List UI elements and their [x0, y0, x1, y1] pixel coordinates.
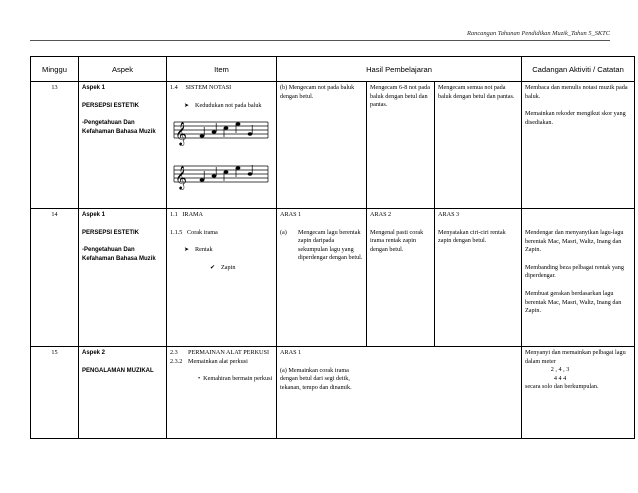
cadangan-text: secara solo dan berkumpulan.: [525, 383, 599, 391]
item-check: Zapin: [221, 263, 236, 271]
meter-bottom: 4 4 4: [553, 374, 567, 382]
svg-text:𝄞: 𝄞: [175, 121, 187, 146]
cadangan-cell: [522, 209, 635, 347]
aras-text: Mengenal pasti corak irama rentak zapin dengan betul.: [370, 228, 424, 253]
cadangan-text: Memainkan rekoder mengikut skor yang disediakan.: [525, 110, 626, 126]
hasil-aras-2: [367, 209, 435, 347]
header-item: Item: [167, 57, 277, 82]
cadangan-text: Membuat gerakan berdasarkan lagu berentak Mac, Masri, Waltz, Inang dan Zapin.: [525, 289, 622, 315]
meter-top: 2 , 4 , 3: [550, 366, 570, 374]
cadangan-cell: [522, 347, 635, 439]
aras-text: Menyatakan ciri-ciri rentak zapin dengan betul.: [438, 228, 506, 245]
hasil-aras-3: Mengecam semua not pada baluk dengan betul dan pantas.: [435, 82, 522, 209]
cadangan-text: Menyanyi dan memainkan pelbagai lagu dalam meter: [525, 349, 626, 365]
aspek-title: PERSEPSI ESTETIK: [82, 229, 140, 236]
aspek-label: Aspek 2: [82, 350, 106, 356]
svg-text:𝄞: 𝄞: [175, 165, 187, 190]
aspek-label: Aspek 1: [82, 212, 106, 218]
hasil-aras-1: (b) Mengecam not pada baluk dengan betul.: [277, 82, 367, 209]
item-bullet: Kedudukan not pada baluk: [195, 101, 262, 109]
item-sub-title: Corak irama: [187, 228, 218, 236]
document-header: Rancangan Tahunan Pendidikan Muzik_Tahun 5_SKTC: [467, 30, 610, 37]
aras-label: ARAS 3: [438, 211, 460, 218]
aspek-cell: [79, 347, 167, 439]
header-aspek: Aspek: [79, 57, 167, 82]
header-rule: [30, 40, 610, 41]
item-number: 1.4: [170, 84, 178, 91]
hasil-aras-1: [277, 209, 367, 347]
item-cell: [167, 82, 277, 209]
aras-marker: (a): [280, 228, 287, 236]
arrow-bullet-icon: [184, 246, 195, 253]
aspek-cell: [79, 82, 167, 209]
table-row: [31, 209, 635, 347]
header-cadangan: Cadangan Aktiviti / Catatan: [522, 57, 635, 82]
table-header-row: [31, 57, 635, 82]
aras-label: ARAS 2: [370, 211, 392, 218]
hasil-cell: [277, 347, 522, 439]
header-minggu: Minggu: [31, 57, 79, 82]
item-bullet: Rentak: [195, 246, 213, 254]
week-number: 15: [31, 347, 79, 439]
aras-label: ARAS 1: [280, 349, 302, 356]
yearly-plan-table: [30, 56, 635, 439]
arrow-bullet-icon: [184, 102, 195, 109]
aspek-label: Aspek 1: [82, 85, 106, 91]
cadangan-text: Mendengar dan menyanyikan lagu-lagu berentak Mac, Masri, Waltz, Inang dan Zapin.: [525, 229, 624, 254]
aspek-cell: [79, 209, 167, 347]
item-sub-number: 2.3.2: [170, 357, 183, 365]
item-cell: [167, 209, 277, 347]
item-dot: Kemahiran bermain perkusi: [203, 375, 273, 383]
aras-text: Mengecam lagu berentak zapin daripada sekumpulan lagu yang diperdengar dengan betul.: [298, 228, 363, 262]
aras-text: (a) Memainkan corak irama dengan betul dari segi detik, tekanan, tempo dan dinamik.: [280, 366, 352, 391]
checkmark-icon: [210, 264, 221, 271]
week-number: 14: [31, 209, 79, 347]
item-title: IRAMA: [182, 211, 204, 218]
table-row: [31, 347, 635, 439]
item-number: 1.1: [170, 211, 178, 218]
week-number: 13: [31, 82, 79, 209]
aras-label: ARAS 1: [280, 211, 302, 218]
table-row: [31, 82, 635, 209]
cadangan-text: Membanding beza pelbagai rentak yang diperdengar.: [525, 263, 624, 280]
item-sub-number: 1.1.5: [170, 228, 183, 236]
hasil-aras-2: Mengecam 6-8 not pada baluk dengan betul dan pantas.: [367, 82, 435, 209]
aspek-subtitle: -Pengetahuan Dan Kefahaman Bahasa Muzik: [82, 247, 156, 262]
aspek-title: PENGALAMAN MUZIKAL: [82, 367, 154, 374]
hasil-aras-3: [435, 209, 522, 347]
cadangan-cell: [522, 82, 635, 209]
aspek-title: PERSEPSI ESTETIK: [82, 102, 140, 109]
item-title: PERMAINAN ALAT PERKUSI: [188, 349, 270, 356]
music-staff-icon: [170, 110, 270, 192]
header-hasil: Hasil Pembelajaran: [277, 57, 522, 82]
item-number: 2.3: [170, 349, 178, 356]
aspek-subtitle: -Pengetahuan Dan Kefahaman Bahasa Muzik: [82, 120, 156, 135]
cadangan-text: Membaca dan menulis notasi muzik pada baluk.: [525, 84, 628, 100]
item-cell: [167, 347, 277, 439]
item-sub-title: Memainkan alat perkusi: [188, 357, 248, 365]
item-title: SISTEM NOTASI: [185, 84, 232, 91]
